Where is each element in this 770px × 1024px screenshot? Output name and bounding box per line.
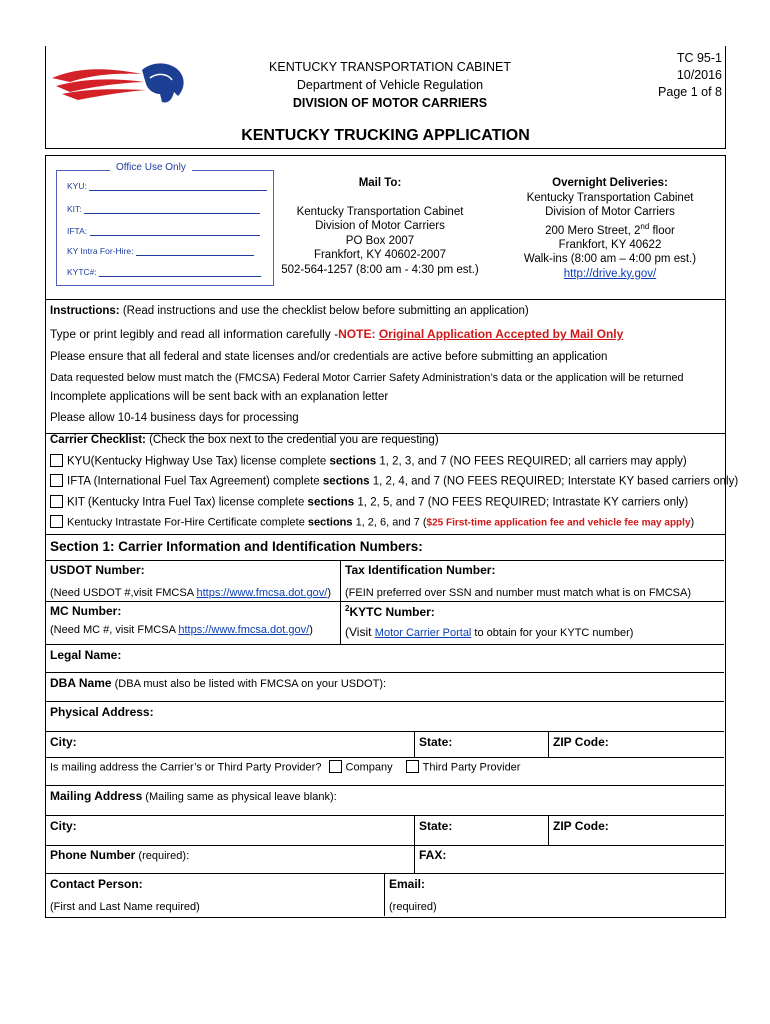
kytc-label-block [345,604,435,619]
item-bold: sections [322,475,370,488]
note-label: NOTE: [338,327,379,341]
divider [45,815,724,816]
item-text: KIT (Kentucky Intra Fuel Tax) license complete [67,496,308,509]
dba-row[interactable] [50,676,386,690]
divider [45,731,724,732]
item-text: 1, 2, 4, and 7 (NO FEES REQUIRED; Interstate KY based carriers only) [369,475,739,488]
kit-checkbox[interactable] [50,495,63,508]
contact-person-label[interactable]: Contact Person: [50,877,143,891]
note-text: Original Application Accepted by Mail Only [378,327,624,341]
ifta-checkbox[interactable] [50,474,63,487]
divider [45,701,724,702]
fee-note: $25 First-time application fee and vehicle fee may apply [426,517,691,529]
divider [45,601,724,602]
dba-note: (DBA must also be listed with FMCSA on your USDOT): [111,678,387,690]
divider [548,815,549,845]
intrastate-checkbox[interactable] [50,515,63,528]
office-field-label: KYU: [67,181,87,191]
checklist-text: (Check the box next to the credential you are requesting) [145,434,439,446]
office-use-box [56,170,274,286]
third-party-checkbox[interactable] [406,760,419,773]
mc-label: MC Number: [50,604,122,618]
office-field-label: KYTC#: [67,267,97,277]
department-name: Department of Vehicle Regulation [296,78,484,92]
email-note: (required) [389,901,437,913]
kytc-label: KYTC Number: [349,605,435,619]
tax-id-note: (FEIN preferred over SSN and number must match what is on FMCSA) [345,587,692,599]
checklist-heading [50,434,439,446]
instr-text: Type or print legibly and read all information carefully - [50,327,339,341]
office-field-label: KY Intra For-Hire: [67,246,134,256]
instructions-line: Please allow 10-14 business days for processing [50,412,299,424]
agency-block [260,58,520,112]
street-sup: nd [640,221,650,231]
divider [548,731,549,757]
item-text: KYU(Kentucky Highway Use Tax) license complete [67,455,330,468]
third-party-label: Third Party Provider [422,761,521,774]
checklist-item [50,475,738,488]
instructions-line [50,305,529,317]
kentucky-logo-icon [50,56,190,111]
agency-name: KENTUCKY TRANSPORTATION CABINET [269,60,511,74]
legal-name-label[interactable]: Legal Name: [50,648,122,662]
mail-line: PO Box 2007 [345,234,415,247]
mailing-question-row [50,761,520,774]
divider [414,845,415,873]
instructions-label: Instructions: [50,305,120,317]
overnight-line: Kentucky Transportation Cabinet [526,191,694,204]
divider [45,560,724,561]
divider [340,560,341,644]
divider [45,845,724,846]
mailing-question: Is mailing address the Carrier’s or Third Party Provider? [50,761,322,774]
checklist-item [50,516,694,529]
form-number: TC 95-1 [676,51,722,65]
note-text: (Need USDOT #,visit FMCSA [50,587,197,599]
checklist-item [50,455,687,468]
fax-label[interactable]: FAX: [419,848,447,862]
overnight-line [520,220,700,238]
mc-note [50,624,313,636]
zip-label[interactable]: ZIP Code: [553,735,609,749]
mail-line: Frankfort, KY 40602-2007 [313,249,447,261]
item-text: IFTA (International Fuel Tax Agreement) complete [67,475,323,488]
usdot-note [50,587,331,599]
zip-label[interactable]: ZIP Code: [553,819,609,833]
email-label[interactable]: Email: [389,877,426,891]
overnight-line: Walk-ins (8:00 am – 4:00 pm est.) [523,253,697,266]
item-text: Kentucky Intrastate For-Hire Certificate complete [67,516,308,529]
note-text: (Need MC #, visit FMCSA [50,624,179,636]
drive-ky-link[interactable]: http://drive.ky.gov/ [563,267,657,280]
divider [45,644,724,645]
fmcsa-link[interactable]: https://www.fmcsa.dot.gov/ [196,587,328,599]
divider [45,785,724,786]
mail-line: 502-564-1257 (8:00 am - 4:30 pm est.) [281,263,479,276]
mail-line: Division of Motor Carriers [315,220,445,232]
fmcsa-link[interactable]: https://www.fmcsa.dot.gov/ [178,624,310,636]
item-text: 1, 2, 6, and 7 ( [352,516,427,529]
note-text: ) [327,587,332,599]
note-text: ) [309,624,313,636]
divider [414,731,415,757]
divider [45,672,724,673]
item-text: 1, 2, 3, and 7 (NO FEES REQUIRED; all carriers may apply) [376,455,687,468]
checklist-label: Carrier Checklist: [50,434,146,446]
phone-label: Phone Number [50,848,136,862]
office-field-label: KIT: [67,204,82,214]
contact-note: (First and Last Name required) [50,901,200,913]
mail-to-block [280,176,480,277]
instructions-line: Please ensure that all federal and state licenses and/or credentials are active before submitting an application [50,351,608,363]
office-use-legend: Office Use Only [110,162,192,173]
motor-carrier-portal-link[interactable]: Motor Carrier Portal [374,627,472,639]
divider [384,873,385,916]
physical-address-label[interactable]: Physical Address: [50,705,154,719]
note-text: to obtain for your KYTC number) [471,627,634,639]
kytc-sup: 2 [345,604,350,613]
checklist-item [50,496,688,509]
item-text: 1, 2, 5, and 7 (NO FEES REQUIRED; Intrastate KY carriers only) [354,496,689,509]
tax-id-label: Tax Identification Number: [345,563,496,577]
mailing-note: (Mailing same as physical leave blank): [142,791,337,803]
phone-row[interactable] [50,848,189,862]
instructions-line: Data requested below must match the (FMCSA) Federal Motor Carrier Safety Administration’s data or the application will be returned [50,372,684,384]
item-text: ) [690,516,695,529]
divider [45,757,724,758]
overnight-heading: Overnight Deliveries: [552,177,668,189]
overnight-line: Frankfort, KY 40622 [558,238,662,251]
instructions-line: Incomplete applications will be sent back with an explanation letter [50,391,389,403]
mail-to-heading: Mail To: [358,177,402,189]
company-label: Company [345,761,393,774]
instructions-text: (Read instructions and use the checklist below before submitting an application) [119,305,529,317]
state-label[interactable]: State: [419,735,453,749]
kytc-note [345,625,633,639]
office-field-label: IFTA: [67,226,88,236]
item-bold: sections [307,496,355,509]
dba-label: DBA Name [50,676,112,690]
page-number: Page 1 of 8 [658,85,722,99]
street-text: 200 Mero Street, 2 [545,224,641,237]
phone-note: (required): [135,850,190,862]
page-title: KENTUCKY TRUCKING APPLICATION [241,127,530,144]
form-date: 10/2016 [676,68,722,82]
overnight-block [520,176,700,281]
mail-line: Kentucky Transportation Cabinet [296,205,464,218]
kyu-checkbox[interactable] [50,454,63,467]
division-name: DIVISION OF MOTOR CARRIERS [292,96,488,110]
instructions-line [50,327,623,341]
overnight-line: Division of Motor Carriers [545,206,675,218]
state-label[interactable]: State: [419,819,453,833]
mailing-label: Mailing Address [50,789,143,803]
city-label[interactable]: City: [50,819,77,833]
form-info [620,50,722,101]
divider [414,815,415,845]
note-text: (Visit [345,625,375,639]
mailing-address-row[interactable] [50,789,337,803]
section1-title: Section 1: Carrier Information and Identification Numbers: [50,539,423,554]
street-floor: floor [649,224,675,237]
item-bold: sections [307,516,353,529]
company-checkbox[interactable] [329,760,342,773]
usdot-label: USDOT Number: [50,563,145,577]
item-bold: sections [329,455,377,468]
city-label[interactable]: City: [50,735,77,749]
